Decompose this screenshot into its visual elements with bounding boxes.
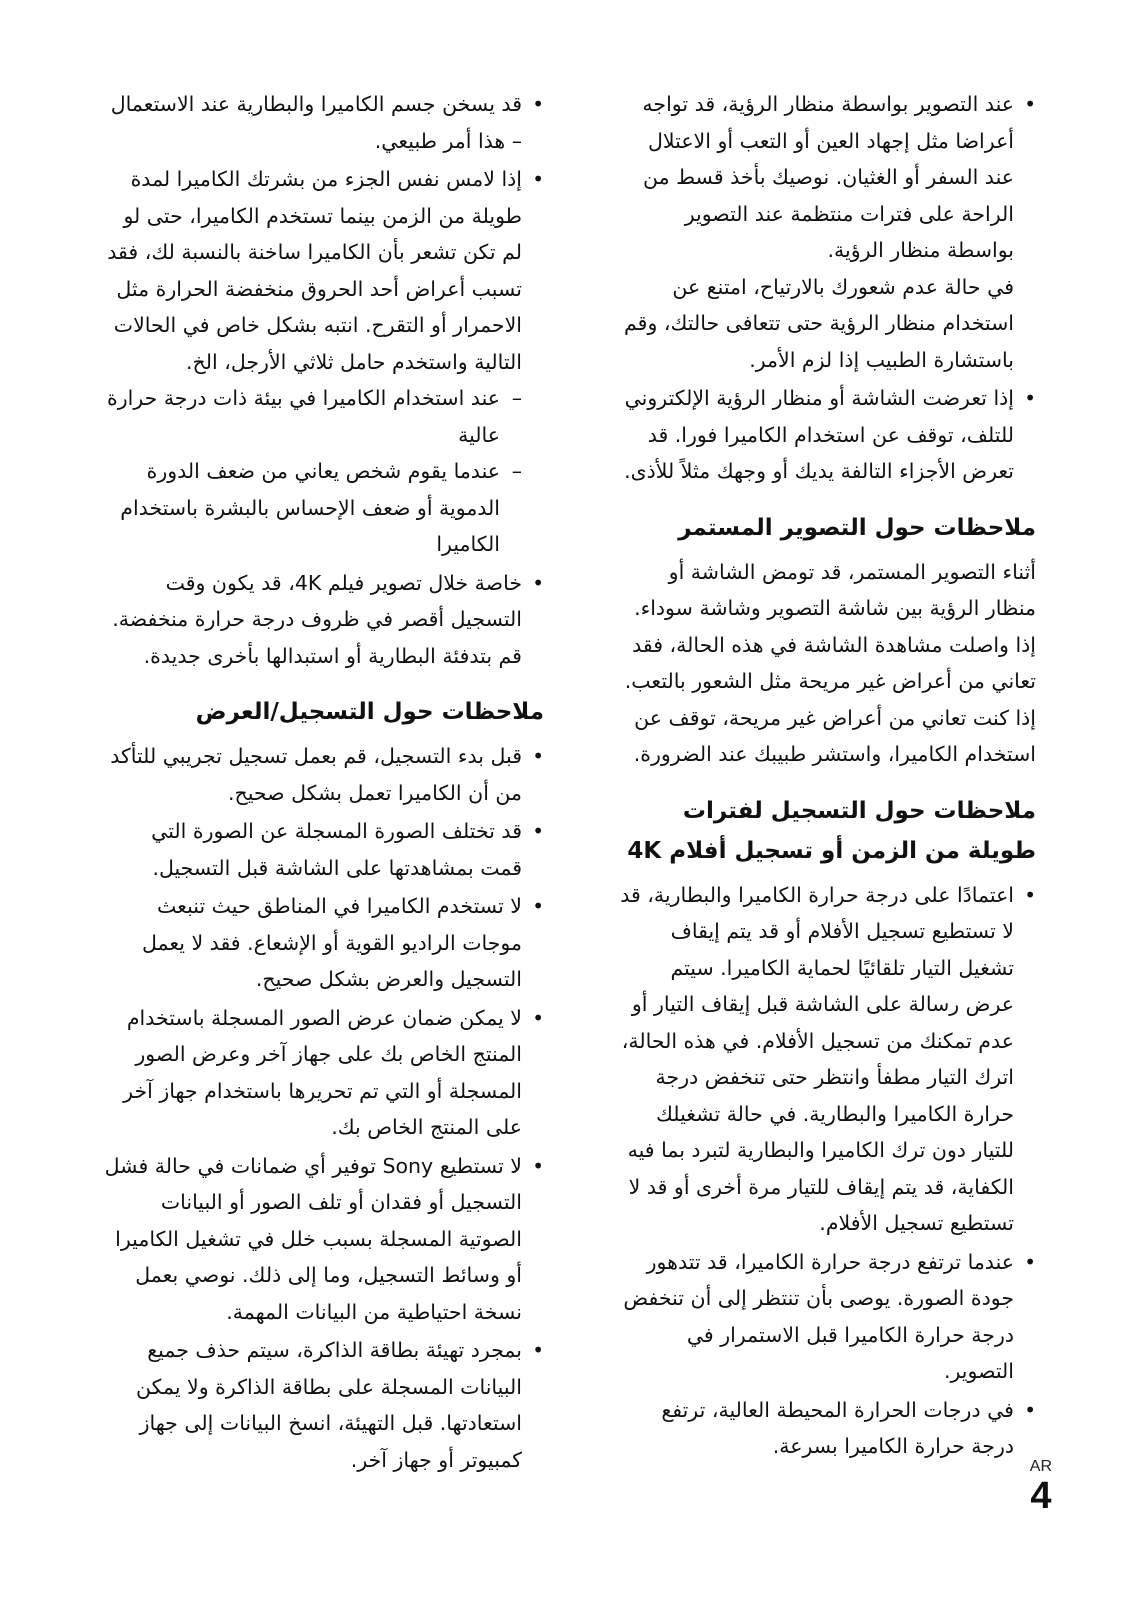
damage-note: • إذا تعرضت الشاشة أو منظار الرؤية الإلكتروني للتلف، توقف عن استخدام الكاميرا فورا. قد تعرض الأجزاء التالفة يديك أو وجهك مثلاً للأذى. <box>624 386 1014 483</box>
recording-list <box>104 738 544 1478</box>
list-item: • لا تستخدم الكاميرا في المناطق حيث تنبعث موجات الراديو القوية أو الإشعاع. فقد لا يعمل التسجيل والعرض بشكل صحيح. <box>104 888 544 998</box>
left-column <box>104 86 544 1480</box>
list-item: • لا تستطيع Sony توفير أي ضمانات في حالة فشل التسجيل أو فقدان أو تلف الصور أو البيانات الصوتية المسجلة بسبب خلل في تشغيل الكاميرا أو وسائط التسجيل، وما إلى ذلك. نوصي بعمل نسخة احتياطية من البيانات المهمة. <box>104 1148 544 1331</box>
right-top-list <box>616 86 1036 490</box>
recording-heading: ملاحظات حول التسجيل/العرض <box>195 699 544 725</box>
list-item: • لا يمكن ضمان عرض الصور المسجلة باستخدام المنتج الخاص بك على جهاز آخر وعرض الصور المسجلة أو التي تم تحريرها باستخدام جهاز آخر على المنتج الخاص بك. <box>104 1000 544 1146</box>
list-item: • قد تختلف الصورة المسجلة عن الصورة التي قمت بمشاهدتها على الشاشة قبل التسجيل. <box>104 813 544 886</box>
page-language: AR <box>1029 1458 1052 1475</box>
continuous-body: أثناء التصوير المستمر، قد تومض الشاشة أو منظار الرؤية بين شاشة التصوير وشاشة سوداء. إذا واصلت مشاهدة الشاشة في هذه الحالة، فقد تعاني من أعراض غير مريحة مثل الشعور بالتعب. إذا كنت تعاني من أعراض غير مريحة، توقف عن استخدام الكاميرا، واستشر طبيبك عند الضرورة. <box>624 559 1036 766</box>
sub-list-item: – عند استخدام الكاميرا في بيئة ذات درجة حرارة عالية <box>104 380 522 453</box>
long-recording-list <box>616 877 1036 1465</box>
right-column <box>616 86 1036 1467</box>
burn-sub-list <box>104 380 522 563</box>
list-item: • خاصة خلال تصوير فيلم 4K، قد يكون وقت التسجيل أقصر في ظروف درجة حرارة منخفضة. قم بتدفئة البطارية أو استبدالها بأخرى جديدة. <box>104 565 544 675</box>
list-item: • بمجرد تهيئة بطاقة الذاكرة، سيتم حذف جميع البيانات المسجلة على بطاقة الذاكرة ولا يمكن استعادتها. قبل التهيئة، انسخ البيانات إلى جهاز كمبيوتر أو جهاز آخر. <box>104 1332 544 1478</box>
page-number: 4 <box>1030 1475 1052 1517</box>
left-top-list <box>104 86 544 674</box>
list-item: • عندما ترتفع درجة حرارة الكاميرا، قد تتدهور جودة الصورة. يوصى بأن تنتظر إلى أن تنخفض درجة حرارة الكاميرا قبل الاستمرار في التصوير. <box>616 1244 1036 1390</box>
list-item: • قد يسخن جسم الكاميرا والبطارية عند الاستعمال – هذا أمر طبيعي. <box>104 86 544 159</box>
list-item: • اعتمادًا على درجة حرارة الكاميرا والبطارية، قد لا تستطيع تسجيل الأفلام أو قد يتم إيقاف تشغيل التيار تلقائيًا لحماية الكاميرا. سيتم عرض رسالة على الشاشة قبل إيقاف التيار أو عدم تمكنك من تسجيل الأفلام. في هذه الحالة، اترك التيار مطفأ وانتظر حتى تنخفض درجة حرارة الكاميرا والبطارية. في حالة تشغيلك للتيار دون ترك الكاميرا والبطارية لتبرد بما فيه الكفاية، قد يتم إيقاف للتيار مرة أخرى أو قد لا تستطيع تسجيل الأفلام. <box>616 877 1036 1242</box>
list-item: • في درجات الحرارة المحيطة العالية، ترتفع درجة حرارة الكاميرا بسرعة. <box>616 1392 1036 1465</box>
list-item <box>104 161 544 563</box>
viewfinder-note: • عند التصوير بواسطة منظار الرؤية، قد تواجه أعراضا مثل إجهاد العين أو التعب أو الاعتلال عند السفر أو الغثيان. نوصيك بأخذ قسط من الراحة على فترات منتظمة عند التصوير بواسطة منظار الرؤية. <box>642 92 1014 262</box>
list-item: • قبل بدء التسجيل، قم بعمل تسجيل تجريبي للتأكد من أن الكاميرا تعمل بشكل صحيح. <box>104 738 544 811</box>
page-number-block <box>1030 1458 1052 1516</box>
long-recording-heading: ملاحظات حول التسجيل لفترات طويلة من الزمن أو تسجيل أفلام 4K <box>627 797 1036 864</box>
sub-list-item: – عندما يقوم شخص يعاني من ضعف الدورة الدموية أو ضعف الإحساس بالبشرة باستخدام الكاميرا <box>104 453 522 563</box>
burn-note: • إذا لامس نفس الجزء من بشرتك الكاميرا لمدة طويلة من الزمن بينما تستخدم الكاميرا، حتى لو لم تكن تشعر بأن الكاميرا ساخنة بالنسبة لك، فقد تسبب أعراض أحد الحروق منخفضة الحرارة مثل الاحمرار أو التقرح. انتبه بشكل خاص في الحالات التالية واستخدم حامل ثلاثي الأرجل، الخ. <box>107 167 522 374</box>
continuous-heading: ملاحظات حول التصوير المستمر <box>678 514 1036 541</box>
viewfinder-note-extra: في حالة عدم شعورك بالارتياح، امتنع عن استخدام منظار الرؤية حتى تتعافى حالتك، وقم باستشارة الطبيب إذا لزم الأمر. <box>624 274 1014 372</box>
list-item <box>616 380 1036 490</box>
list-item <box>616 86 1036 378</box>
